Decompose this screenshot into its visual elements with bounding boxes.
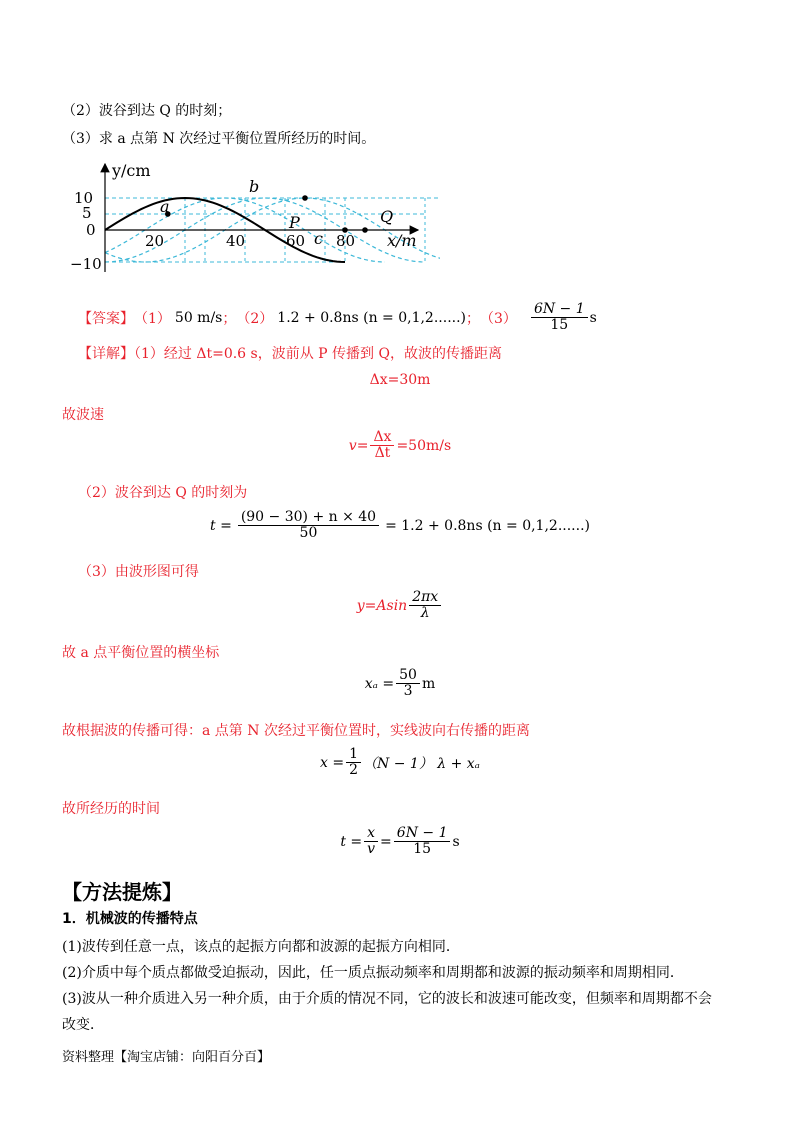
eq4-fraction [409,590,441,621]
eq5-fraction [396,668,420,699]
answer-line [78,302,597,333]
eq5-denominator: 3 [403,683,413,699]
x-tick-20: 20 [145,232,165,250]
detail-eq3 [0,510,800,541]
detail-eq1: Δx=30m [369,372,431,388]
eq4-numerator: 2πx [409,590,441,606]
answer-part1-num: （1） [134,310,171,327]
eq7-mid: = [380,833,392,850]
answer-part3-unit: s [589,309,597,326]
point-label-a: a [160,197,170,216]
detail-eq2 [0,430,800,461]
y-tick-neg10: −10 [70,255,102,273]
y-tick-0: 0 [86,221,96,239]
y-tick-5: 5 [82,204,92,222]
eq6-left: x = [320,754,345,771]
method-title: 【方法提炼】 [62,880,182,904]
detail-line2: 故波速 [62,407,104,423]
footer: 资料整理【淘宝店铺：向阳百分百】 [62,1050,271,1065]
point-label-p: P [289,213,300,232]
method-point-1: (1)波传到任意一点，该点的起振方向都和波源的起振方向相同． [62,939,460,955]
detail-line7: 故所经历的时间 [62,801,160,817]
eq3-right: = 1.2 + 0.8ns (n = 0,1,2......) [385,517,590,534]
eq7-denominator1: v [367,841,376,857]
eq2-numerator: Δx [370,430,394,446]
detail-eq4 [0,590,800,621]
y-tick-10: 10 [74,189,94,207]
eq4-denominator: λ [420,605,430,621]
eq5-left: xₐ = [364,675,395,692]
method-point-3a: (3)波从一种介质进入另一种介质，由于介质的情况不同，它的波长和波速可能改变，但频率和周期都不会 [62,991,712,1007]
eq7-right: s [452,833,460,850]
answer-part3-denominator: 15 [550,317,569,333]
y-axis-label: y/cm [112,161,151,180]
answer-part2-num: （2） [236,310,274,327]
eq7-numerator1: x [364,826,378,842]
x-tick-60: 60 [286,232,306,250]
detail-line1 [78,343,502,363]
eq3-denominator: 50 [299,525,318,541]
answer-part2-value: 1.2 + 0.8ns (n = 0,1,2......) [277,309,467,326]
point-label-q: Q [380,207,394,226]
answer-part3-numerator: 6N − 1 [531,302,588,318]
method-point-3b: 改变． [62,1017,104,1033]
eq7-fraction2 [394,826,451,857]
x-tick-80: 80 [336,232,356,250]
answer-part1-value: 50 m/s [174,309,223,326]
answer-label: 【答案】 [78,310,134,327]
detail-eq6 [0,747,800,778]
eq5-numerator: 50 [396,668,420,684]
eq3-fraction [238,510,379,541]
eq3-numerator: (90 − 30) + n × 40 [238,510,379,526]
detail-line6: 故根据波的传播可得：a 点第 N 次经过平衡位置时，实线波向右传播的距离 [62,723,530,739]
x-axis-label: x/m [387,231,417,250]
detail-label: 【详解】 [78,346,134,362]
eq5-right: m [421,675,436,692]
answer-sep2: ； [466,310,481,327]
eq7-left: t = [340,833,363,850]
detail-eq7 [0,826,800,857]
eq2-right: =50m/s [396,437,452,454]
method-heading: 1．机械波的传播特点 [62,911,198,927]
answer-part3-num: （3） [480,310,517,327]
wave-graph [60,158,440,276]
point-label-c: c [314,229,323,248]
question-3: （3）求 a 点第 N 次经过平衡位置所经历的时间。 [62,131,376,147]
detail-line5: 故 a 点平衡位置的横坐标 [62,645,220,661]
point-c [362,227,368,233]
x-tick-40: 40 [226,232,246,250]
detail-eq5 [0,668,800,699]
eq4-left: y=Asin [356,597,408,614]
eq7-denominator2: 15 [413,841,432,857]
eq7-fraction1 [364,826,378,857]
eq7-numerator2: 6N − 1 [394,826,451,842]
question-2: （2）波谷到达 Q 的时刻； [62,103,232,119]
eq2-denominator: Δt [374,445,391,461]
detail-line4: （3）由波形图可得 [78,564,199,580]
detail-line3: （2）波谷到达 Q 的时刻为 [78,485,248,501]
method-point-2: (2)介质中每个质点都做受迫振动，因此，任一质点振动频率和周期都和波源的振动频率和周期相同． [62,965,684,981]
answer-sep1: ； [222,310,237,327]
eq6-right: （N − 1） λ + xₐ [363,755,480,772]
answer-part3-fraction [531,302,588,333]
eq6-fraction [346,747,361,778]
eq6-denominator: 2 [349,762,359,778]
eq6-numerator: 1 [346,747,361,763]
point-b [302,195,308,201]
point-label-b: b [249,177,260,196]
detail-text1: （1）经过 Δt=0.6 s，波前从 P 传播到 Q，故波的传播距离 [134,346,502,362]
eq2-left: v= [348,437,369,454]
eq2-fraction [370,430,394,461]
eq3-left: t = [210,517,232,534]
